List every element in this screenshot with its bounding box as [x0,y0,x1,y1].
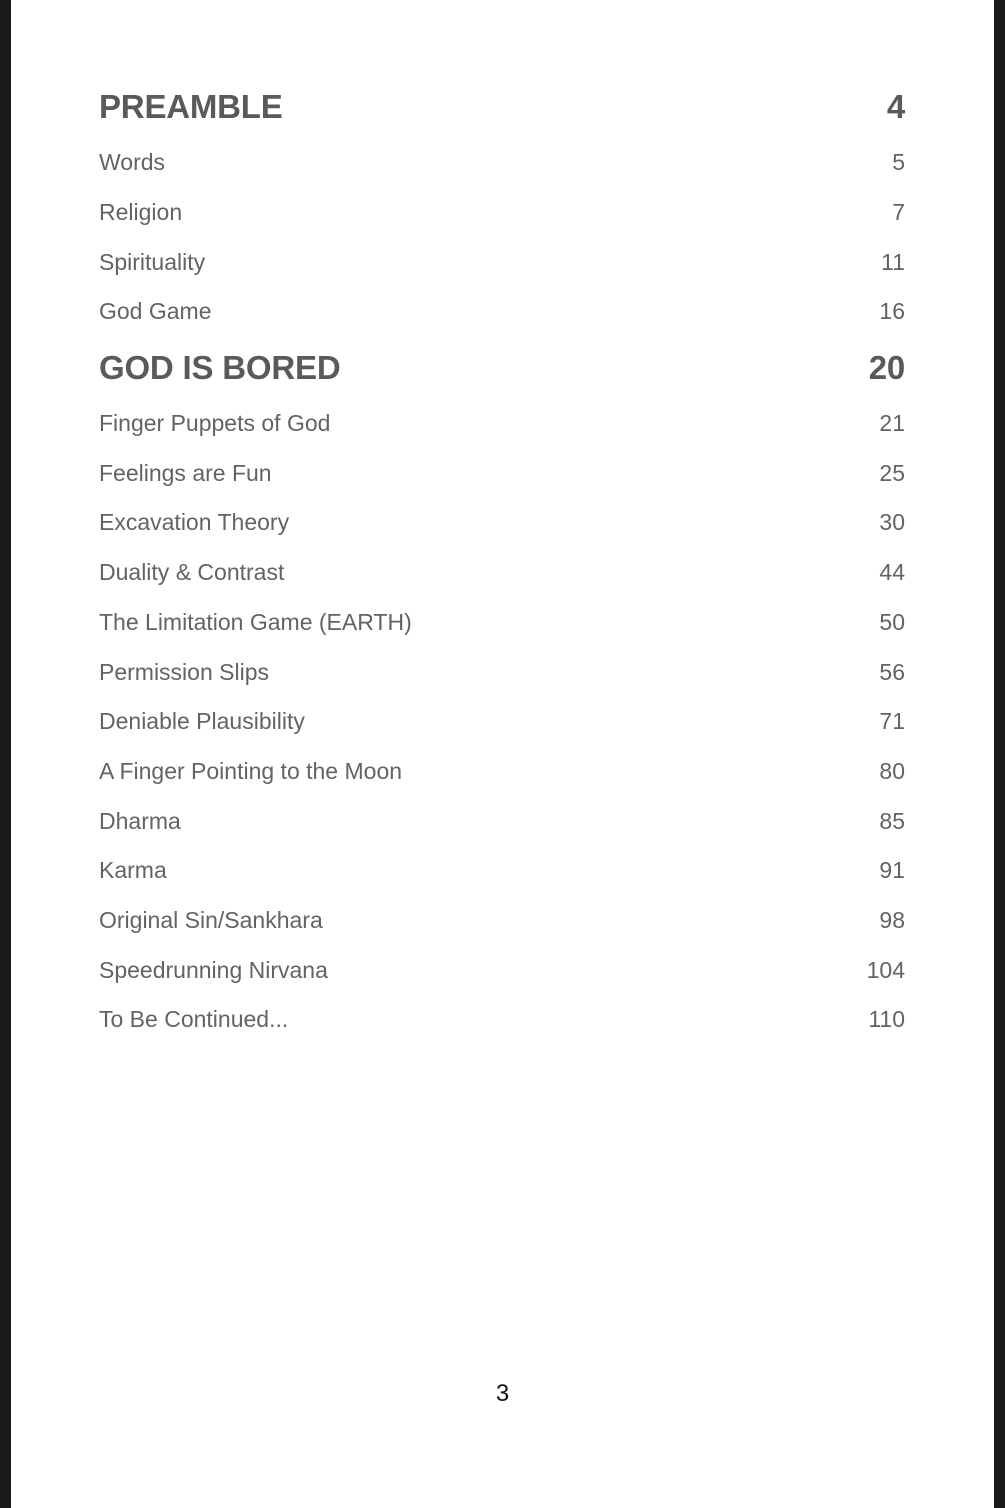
table-of-contents [99,82,905,1045]
toc-chapter-row[interactable] [99,237,905,287]
toc-chapter-row[interactable] [99,448,905,498]
toc-chapter-title: God Game [99,298,212,325]
toc-chapter-row[interactable] [99,647,905,697]
toc-chapter-title: Original Sin/Sankhara [99,906,323,933]
toc-page-number: 44 [879,559,905,586]
toc-chapter-title: Karma [99,857,167,884]
toc-page-number: 4 [886,88,905,125]
toc-page-number: 110 [868,1006,905,1033]
toc-chapter-title: The Limitation Game (EARTH) [99,608,412,635]
toc-section-title: GOD IS BORED [99,348,341,386]
toc-page-number: 104 [866,956,905,983]
toc-chapter-title: A Finger Pointing to the Moon [99,757,403,784]
toc-chapter-title: Feelings are Fun [99,459,272,486]
toc-chapter-title: Finger Puppets of God [99,410,331,437]
toc-page-number: 71 [879,708,905,735]
toc-chapter-row[interactable] [99,896,905,946]
toc-chapter-title: Words [99,149,166,176]
toc-page-number: 91 [879,857,905,884]
toc-chapter-row[interactable] [99,945,905,995]
toc-page-number: 80 [879,757,905,784]
toc-chapter-title: Spirituality [99,248,206,275]
toc-chapter-title: Excavation Theory [99,509,290,536]
toc-page-number: 30 [879,509,905,536]
toc-section-row[interactable] [99,82,905,132]
toc-page-number: 56 [879,658,905,685]
toc-chapter-row[interactable] [99,697,905,747]
toc-chapter-title: Deniable Plausibility [99,708,305,735]
toc-page-number: 25 [879,459,905,486]
toc-chapter-title: Duality & Contrast [99,559,285,586]
toc-chapter-row[interactable] [99,846,905,896]
toc-page-number: 20 [868,348,905,386]
toc-chapter-row[interactable] [99,138,905,188]
toc-chapter-row[interactable] [99,995,905,1045]
toc-chapter-row[interactable] [99,399,905,449]
toc-chapter-title: Dharma [99,807,181,834]
toc-chapter-row[interactable] [99,498,905,548]
page-number: 3 [495,1380,510,1407]
toc-chapter-row[interactable] [99,796,905,846]
toc-section-title: PREAMBLE [99,88,283,125]
toc-page-number: 50 [879,608,905,635]
toc-chapter-row[interactable] [99,188,905,238]
toc-page-number: 7 [892,199,905,226]
toc-page-number: 85 [879,807,905,834]
toc-chapter-title: To Be Continued... [99,1006,289,1033]
toc-chapter-row[interactable] [99,747,905,797]
toc-page-number: 21 [879,410,905,437]
document-page [11,0,994,1508]
toc-chapter-row[interactable] [99,548,905,598]
toc-chapter-title: Speedrunning Nirvana [99,956,328,983]
toc-chapter-title: Religion [99,199,183,226]
toc-chapter-row[interactable] [99,598,905,648]
toc-chapter-title: Permission Slips [99,658,269,685]
toc-chapter-row[interactable] [99,287,905,337]
toc-page-number: 98 [879,906,905,933]
toc-page-number: 5 [892,149,905,176]
toc-page-number: 11 [881,248,905,275]
toc-page-number: 16 [879,298,905,325]
toc-section-row[interactable] [99,343,905,393]
